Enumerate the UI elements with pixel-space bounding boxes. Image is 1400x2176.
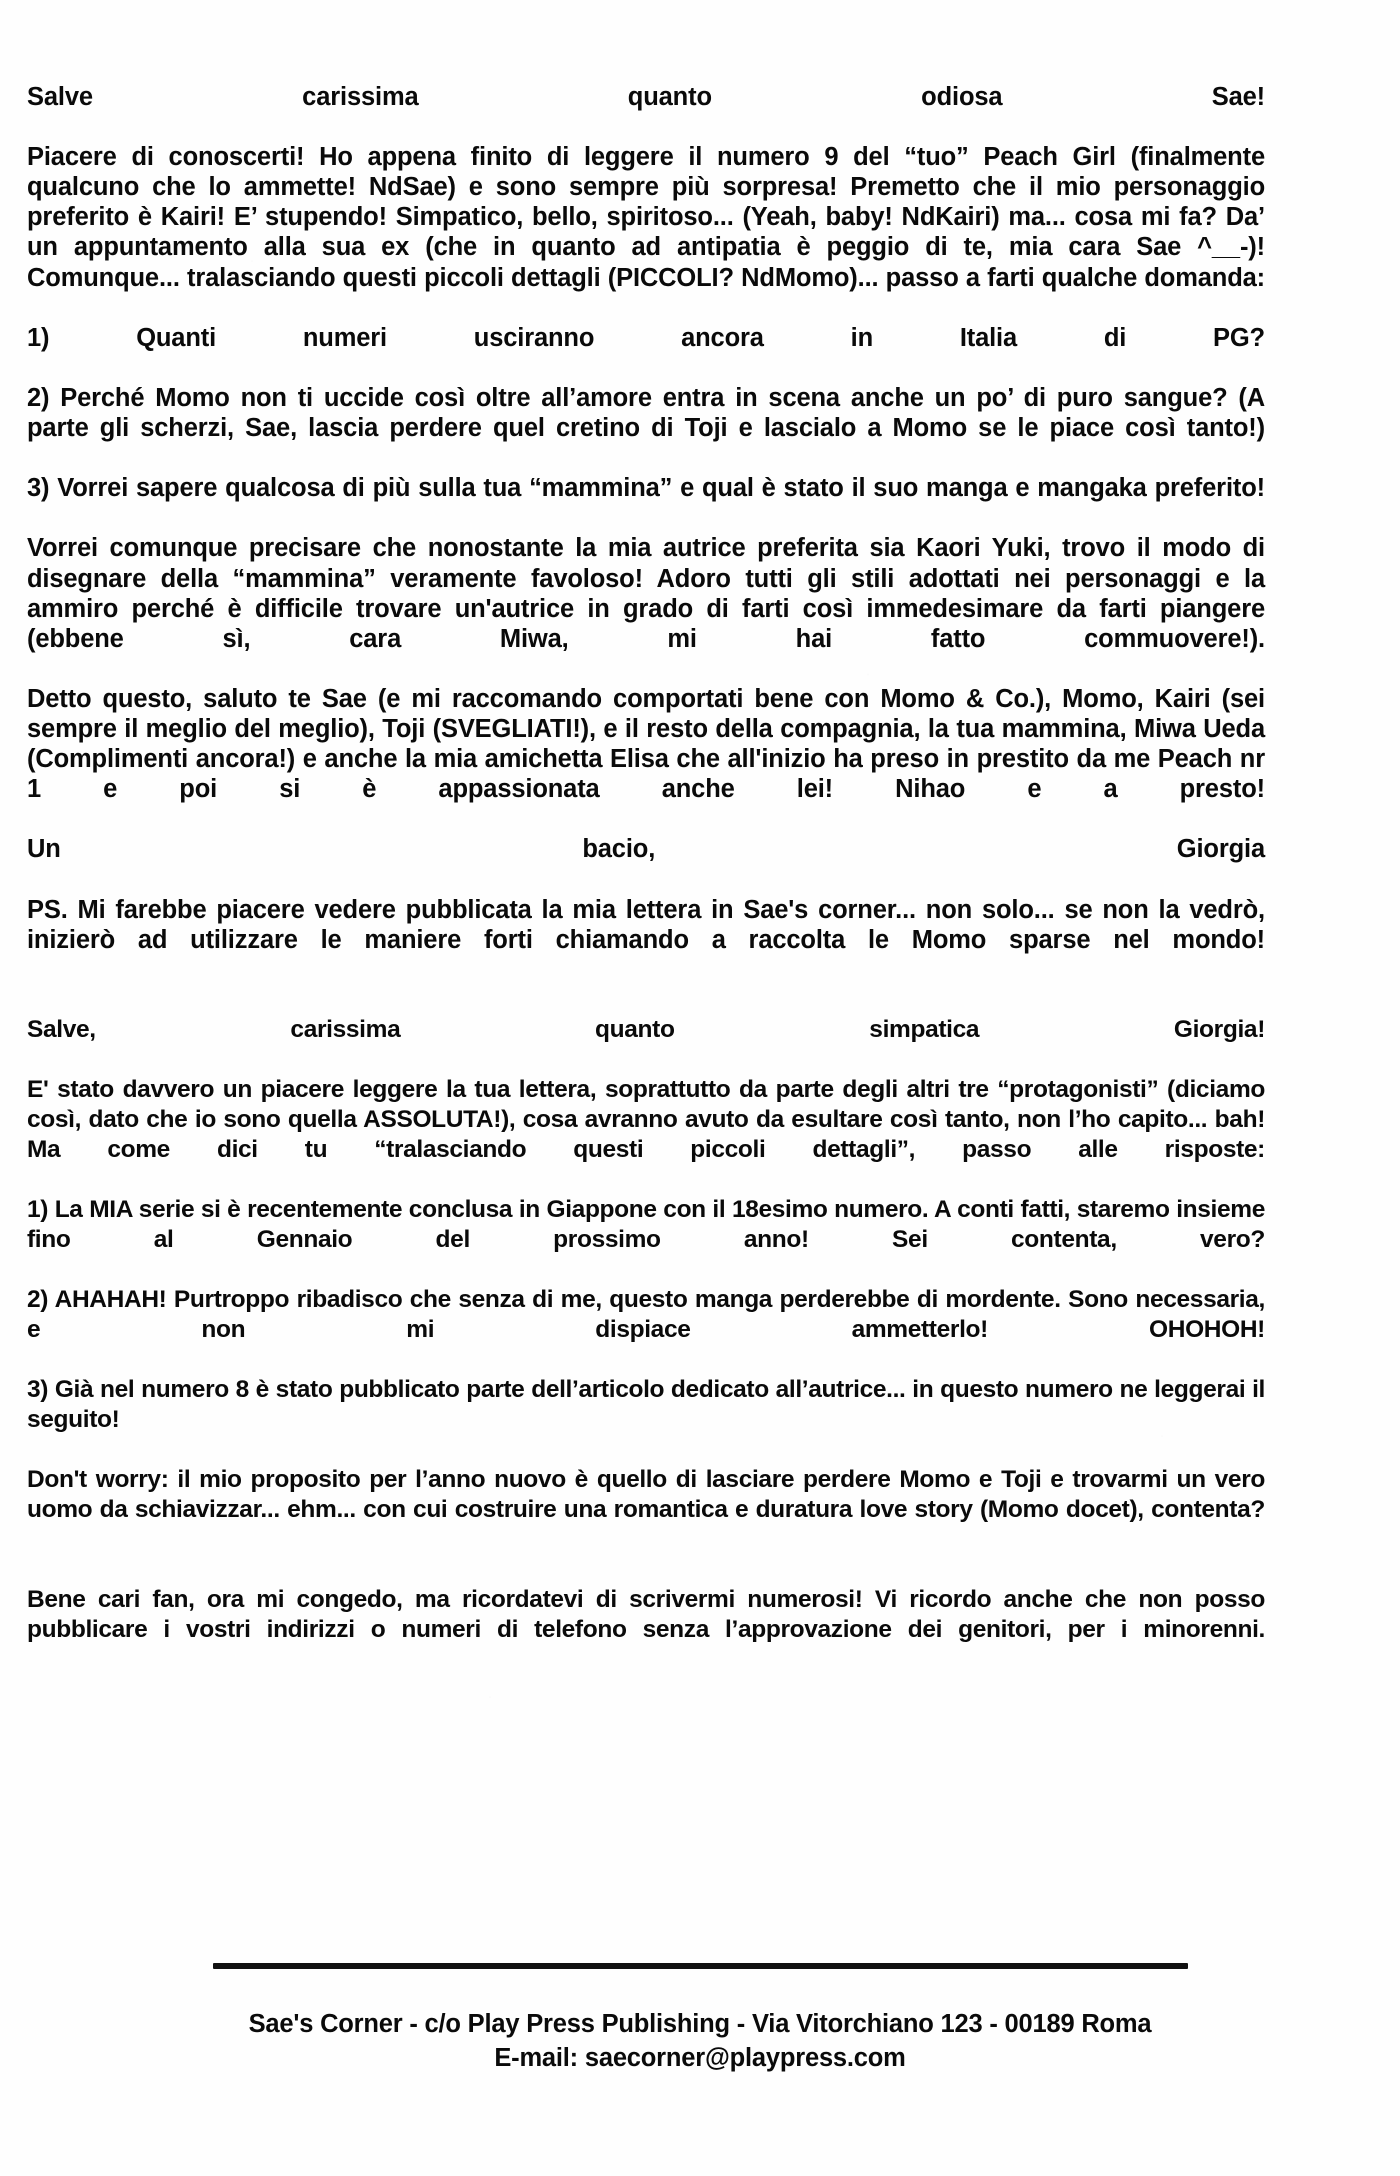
reader-letter-signature: Un bacio, Giorgia bbox=[27, 835, 1265, 864]
footer-divider bbox=[213, 1963, 1188, 1969]
reply-gap bbox=[27, 1555, 1265, 1585]
page-footer bbox=[0, 1963, 1400, 2075]
reader-letter-question-1: 1) Quanti numeri usciranno ancora in Italia di PG? bbox=[27, 323, 1265, 352]
reply-answer-2: 2) AHAHAH! Purtroppo ribadisco che senza di me, questo manga perderebbe di mordente. Sono necessaria, e non mi dispiace ammetterlo! OHOHOH! bbox=[27, 1285, 1265, 1343]
reader-letter-postscript: PS. Mi farebbe piacere vedere pubblicata la mia lettera in Sae's corner... non solo... se non la vedrò, inizierò ad utilizzare le maniere forti chiamando a raccolta le Momo sparse nel mondo! bbox=[27, 895, 1265, 954]
section-gap bbox=[27, 985, 1265, 1015]
reply-closing: Don't worry: il mio proposito per l’anno nuovo è quello di lasciare perdere Momo e Toji e trovarmi un vero uomo da schiavizzar... ehm... con cui costruire una romantica e duratura love story (Momo docet), contenta? bbox=[27, 1465, 1265, 1523]
footer-email: E-mail: saecorner@playpress.com bbox=[494, 2044, 906, 2072]
editor-farewell bbox=[27, 1585, 1265, 1675]
page-content bbox=[27, 82, 1265, 1675]
editor-reply bbox=[27, 1015, 1265, 1555]
footer-address: Sae's Corner - c/o Play Press Publishing - Via Vitorchiano 123 - 00189 Roma bbox=[248, 2010, 1152, 2038]
reader-letter-greetings: Detto questo, saluto te Sae (e mi raccomando comportati bene con Momo & Co.), Momo, Kairi (sei sempre il meglio del meglio), Toji (SVEGLIATI!), e il resto della compagnia, la tua mammina, Miwa Ueda (Complimenti ancora!) e anche la mia amichetta Elisa che all'inizio ha preso in prestito da me Peach nr 1 e poi si è appassionata anche lei! Nihao e a presto! bbox=[27, 684, 1265, 804]
reply-answer-3: 3) Già nel numero 8 è stato pubblicato parte dell’articolo dedicato all’autrice... in questo numero ne leggerai il seguito! bbox=[27, 1375, 1265, 1433]
reader-letter bbox=[27, 82, 1265, 985]
reply-salutation: Salve, carissima quanto simpatica Giorgia! bbox=[27, 1015, 1265, 1043]
reply-intro: E' stato davvero un piacere leggere la tua lettera, soprattutto da parte degli altri tre “protagonisti” (diciamo così, dato che io sono quella ASSOLUTA!), cosa avranno avuto da esultare così tanto, non l’ho capito... bah! Ma come dici tu “tralasciando questi piccoli dettagli”, passo alle risposte: bbox=[27, 1075, 1265, 1163]
reader-letter-body: Piacere di conoscerti! Ho appena finito di leggere il numero 9 del “tuo” Peach Girl (finalmente qualcuno che lo ammette! NdSae) e sono sempre più sorpresa! Premetto che il mio personaggio preferito è Kairi! E’ stupendo! Simpatico, bello, spiritoso... (Yeah, baby! NdKairi) ma... cosa mi fa? Da’ un appuntamento alla sua ex (che in quanto ad antipatia è peggio di te, mia cara Sae ^__-)! Comunque... tralasciando questi piccoli dettagli (PICCOLI? NdMomo)... passo a farti qualche domanda: bbox=[27, 143, 1265, 292]
reader-letter-question-3: 3) Vorrei sapere qualcosa di più sulla tua “mammina” e qual è stato il suo manga e mangaka preferito! bbox=[27, 474, 1265, 503]
reader-letter-question-2: 2) Perché Momo non ti uccide così oltre all’amore entra in scena anche un po’ di puro sangue? (A parte gli scherzi, Sae, lascia perdere quel cretino di Toji e lascialo a Momo se le piace così tanto!) bbox=[27, 383, 1265, 443]
reply-answer-1: 1) La MIA serie si è recentemente conclusa in Giappone con il 18esimo numero. A conti fatti, staremo insieme fino al Gennaio del prossimo anno! Sei contenta, vero? bbox=[27, 1195, 1265, 1253]
reader-letter-salutation: Salve carissima quanto odiosa Sae! bbox=[27, 83, 1265, 111]
reader-letter-praise: Vorrei comunque precisare che nonostante la mia autrice preferita sia Kaori Yuki, trovo il modo di disegnare della “mammina” veramente favoloso! Adoro tutti gli stili adottati nei personaggi e la ammiro perché è difficile trovare un'autrice in grado di farti così immedesimare da farti piangere (ebbene sì, cara Miwa, mi hai fatto commuovere!). bbox=[27, 534, 1265, 653]
reply-farewell: Bene cari fan, ora mi congedo, ma ricordatevi di scrivermi numerosi! Vi ricordo anche che non posso pubblicare i vostri indirizzi o numeri di telefono senza l’approvazione dei genitori, per i minorenni. bbox=[27, 1585, 1265, 1643]
